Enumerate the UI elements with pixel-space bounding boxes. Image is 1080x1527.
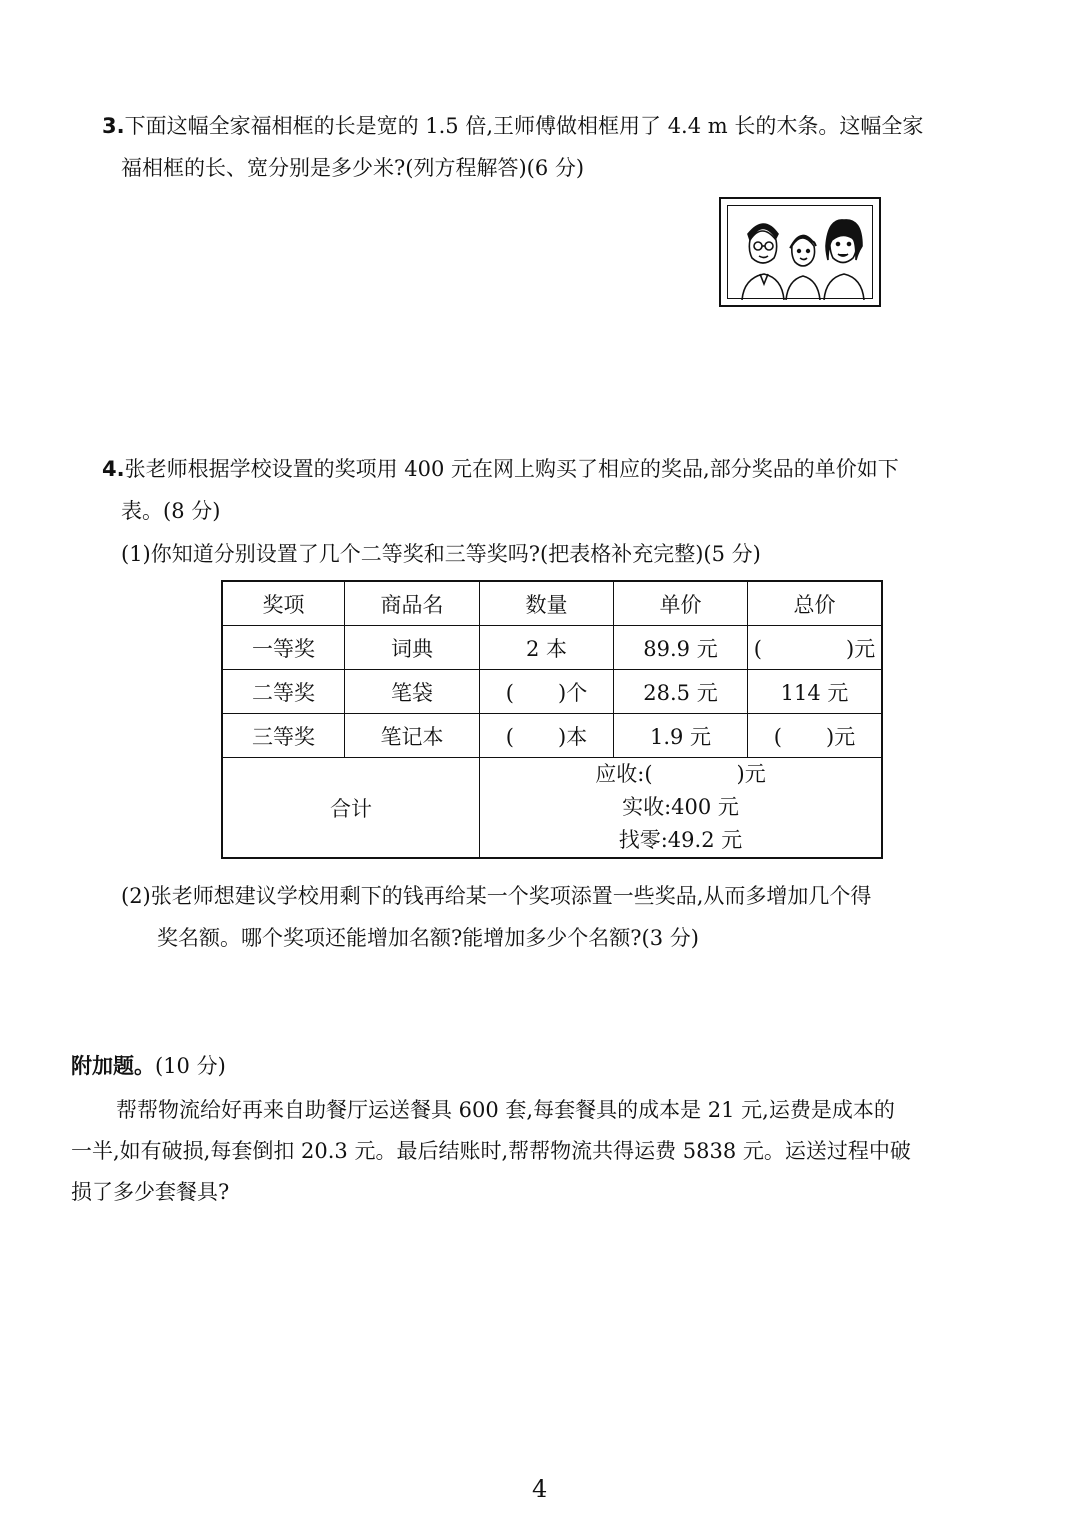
question-3-line-2: 福相框的长、宽分别是多少米?(列方程解答)(6 分) bbox=[121, 156, 585, 180]
bonus-line-3: 损了多少套餐具? bbox=[71, 1180, 230, 1204]
receivable-line[interactable] bbox=[480, 758, 881, 791]
question-4-sub-2-line-1: (2)张老师想建议学校用剩下的钱再给某一个奖项添置一些奖品,从而多增加几个得 bbox=[121, 884, 872, 908]
question-3-text-1: 下面这幅全家福相框的长是宽的 1.5 倍,王师傅做相框用了 4.4 m 长的木条。这幅全家 bbox=[124, 114, 924, 138]
prize-cell: 一等奖 bbox=[222, 626, 345, 670]
bonus-line-2: 一半,如有破损,每套倒扣 20.3 元。最后结账时,帮帮物流共得运费 5838 元。运送过程中破 bbox=[71, 1139, 911, 1163]
receivable-close: )元 bbox=[736, 762, 766, 786]
quantity-cell[interactable] bbox=[480, 670, 614, 714]
item-cell: 笔记本 bbox=[345, 714, 480, 758]
qty-close: )个 bbox=[558, 680, 588, 705]
question-4-line-1 bbox=[102, 453, 899, 483]
price-cell: 89.9 元 bbox=[614, 626, 748, 670]
total-cell[interactable] bbox=[748, 714, 883, 758]
bonus-score: (10 分) bbox=[155, 1054, 226, 1078]
footer-label: 合计 bbox=[222, 758, 480, 859]
prize-cell: 二等奖 bbox=[222, 670, 345, 714]
item-cell: 词典 bbox=[345, 626, 480, 670]
family-photo-frame bbox=[719, 197, 881, 307]
header-total-price: 总价 bbox=[748, 581, 883, 626]
qty-open: ( bbox=[505, 724, 514, 749]
page-number: 4 bbox=[532, 1475, 548, 1503]
header-prize: 奖项 bbox=[222, 581, 345, 626]
family-figures-illustration bbox=[728, 206, 874, 300]
question-4-sub-2-line-2: 奖名额。哪个奖项还能增加名额?能增加多少个名额?(3 分) bbox=[157, 926, 699, 950]
table-footer-row bbox=[222, 758, 882, 859]
qty-open: ( bbox=[505, 680, 514, 705]
item-cell: 笔袋 bbox=[345, 670, 480, 714]
total-cell[interactable] bbox=[748, 626, 883, 670]
prize-table bbox=[221, 580, 883, 859]
received-line: 实收:400 元 bbox=[622, 795, 739, 819]
footer-totals bbox=[480, 758, 883, 859]
question-3-line-1 bbox=[102, 110, 923, 140]
question-3-number: 3. bbox=[102, 114, 125, 138]
table-header-row bbox=[222, 581, 882, 626]
question-4-text-1: 张老师根据学校设置的奖项用 400 元在网上购买了相应的奖品,部分奖品的单价如下 bbox=[124, 457, 899, 481]
question-4-line-2: 表。(8 分) bbox=[121, 499, 221, 523]
header-quantity: 数量 bbox=[480, 581, 614, 626]
quantity-cell: 2 本 bbox=[480, 626, 614, 670]
header-item: 商品名 bbox=[345, 581, 480, 626]
table-row bbox=[222, 626, 882, 670]
header-unit-price: 单价 bbox=[614, 581, 748, 626]
total-close: )元 bbox=[846, 636, 876, 661]
total-open: ( bbox=[773, 724, 782, 749]
total-open: ( bbox=[753, 636, 762, 661]
family-photo bbox=[727, 205, 873, 299]
change-line: 找零:49.2 元 bbox=[618, 828, 743, 852]
question-4-sub-1: (1)你知道分别设置了几个二等奖和三等奖吗?(把表格补充完整)(5 分) bbox=[121, 542, 761, 566]
total-close: )元 bbox=[826, 724, 856, 749]
bonus-heading bbox=[71, 1050, 226, 1080]
table-row bbox=[222, 670, 882, 714]
table-row bbox=[222, 714, 882, 758]
question-4-number: 4. bbox=[102, 457, 125, 481]
qty-close: )本 bbox=[558, 724, 588, 749]
price-cell: 28.5 元 bbox=[614, 670, 748, 714]
price-cell: 1.9 元 bbox=[614, 714, 748, 758]
bonus-line-1: 帮帮物流给好再来自助餐厅运送餐具 600 套,每套餐具的成本是 21 元,运费是成本的 bbox=[116, 1098, 895, 1122]
prize-cell: 三等奖 bbox=[222, 714, 345, 758]
quantity-cell[interactable] bbox=[480, 714, 614, 758]
bonus-title: 附加题。 bbox=[71, 1053, 155, 1078]
total-cell: 114 元 bbox=[748, 670, 883, 714]
receivable-label: 应收:( bbox=[595, 762, 653, 786]
